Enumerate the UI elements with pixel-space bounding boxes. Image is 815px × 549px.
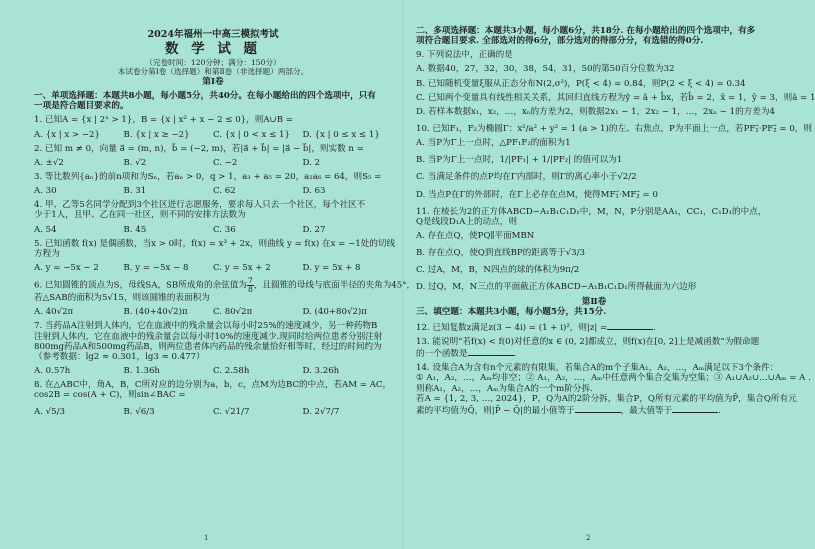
q6-options bbox=[34, 307, 392, 317]
q6-fraction-numerator: 7 bbox=[248, 276, 253, 286]
q14-stem-line1: 14. 设集合A为含有n个元素的有限集，若集合A的m个子集A₁，A₂，…，Aₘ满足以下3个条件： bbox=[416, 363, 779, 374]
q2-options bbox=[34, 158, 392, 168]
q6-option-b: B. (40+40√2)π bbox=[123, 307, 188, 318]
q13-line2: 的一个函数是 . bbox=[416, 349, 517, 360]
q12-answer-blank[interactable] bbox=[607, 321, 653, 330]
q11-option-d: D. 过Q，M，N三点的平面截正方体ABCD−A₁B₁C₁D₁所得截面为六边形 bbox=[416, 282, 697, 293]
q8-option-a: A. √5/3 bbox=[34, 407, 65, 418]
q1-option-d: D. {x | 0 ≤ x ≤ 1} bbox=[302, 129, 380, 140]
q4-options bbox=[34, 225, 392, 235]
exam-title: 2024年福州一中高三模拟考试 bbox=[147, 29, 279, 40]
q9-option-c: C. 已知两个变量具有线性相关关系，其回归直线方程为ŷ = â + b̂x，若b̂ = 2，x̄ = 1，ȳ = 3，则â = 1 bbox=[416, 92, 815, 103]
q11-option-a: A. 存在点Q，使PQ∥平面MBN bbox=[416, 230, 535, 241]
q3-option-b: B. 31 bbox=[123, 186, 147, 197]
q14-stem-line5: 素的平均值为Q̄，则|P̄ − Q̄|的最小值等于 bbox=[416, 405, 575, 416]
roll-1-heading: 第Ⅰ卷 bbox=[202, 77, 224, 88]
q6-stem-line2: 若△SAB的面积为5√15，则该圆锥的表面积为 bbox=[34, 293, 210, 304]
q6-stem-line1 bbox=[34, 276, 416, 294]
q5-option-c: C. y = 5x + 2 bbox=[213, 263, 271, 273]
q8-option-c: C. √21/7 bbox=[213, 407, 250, 418]
q7-stem-line1: 7. 当药品A注射到人体内，它在血液中的残余量会以每小时25%的速度减少，另一种药物B bbox=[34, 321, 378, 332]
q5-option-b: B. y = −5x − 8 bbox=[123, 263, 189, 273]
q6-option-c: C. 80√2π bbox=[213, 307, 253, 318]
q3-option-c: C. 62 bbox=[213, 186, 236, 197]
q9-option-d: D. 若样本数据x₁，x₂，…，xₙ的方差为2，则数据2x₁ − 1，2x₂ − 1，…，2xₙ − 1的方差为4 bbox=[416, 106, 775, 117]
q2-option-c: C. −2 bbox=[213, 157, 238, 168]
q3-options bbox=[34, 186, 392, 196]
q10-option-b: B. 当P为Γ上一点时，1/|PF₁| + 1/|PF₂| 的值可以为1 bbox=[416, 155, 623, 166]
q4-option-c: C. 36 bbox=[213, 224, 236, 235]
page-fold bbox=[402, 0, 403, 549]
q2-option-a: A. ±√2 bbox=[34, 157, 64, 168]
q14-max-answer-blank[interactable] bbox=[672, 404, 718, 413]
right-page bbox=[416, 26, 815, 542]
q7-stem-line3: 800mg药品A和500mg药品B，则两位患者体内药品的残余量恰好相等时，经过的时间约为 bbox=[34, 341, 382, 352]
q3-stem: 3. 等比数列{aₙ}的前n项和为Sₙ，若aₙ > 0，q > 1，a₃ + a₅ = 20，a₂a₆ = 64，则S₅ = bbox=[34, 172, 382, 183]
q11-option-c: C. 过A，M，B，N四点的球的体积为9π/2 bbox=[416, 265, 580, 276]
q4-option-a: A. 54 bbox=[34, 224, 57, 235]
q10-option-c: C. 当满足条件的点P均在Γ内部时，则Γ的离心率小于√2/2 bbox=[416, 172, 637, 183]
q8-stem-line1: 8. 在△ABC中，角A，B，C所对应的边分别为a，b，c，点M为边BC的中点，若AM = AC， bbox=[34, 380, 392, 391]
q1-option-c: C. {x | 0 < x ≤ 1} bbox=[213, 129, 290, 140]
q13-stem-line1: 13. 能说明“若f(x) < f(0)对任意的x ∈ (0, 2]都成立，则f(x)在[0, 2]上是减函数”为假命题 bbox=[416, 336, 760, 347]
q11-option-b: B. 存在点Q，使Q到直线BP的距离等于√3/3 bbox=[416, 248, 585, 259]
q6-option-d: D. (40+80√2)π bbox=[302, 307, 367, 318]
section3-heading: 三、填空题：本题共3小题，每小题5分，共15分. bbox=[416, 306, 607, 317]
q6-stem-part1: 6. 已知圆锥的顶点为S，母线SA，SB所成角的余弦值为 bbox=[34, 280, 247, 291]
q1-options bbox=[34, 130, 392, 140]
q10-option-a: A. 当P为Γ上一点时，△PF₁F₂的面积为1 bbox=[416, 138, 571, 149]
q8-stem-line2: cos2B = cos(A + C)，则sin∠BAC = bbox=[34, 390, 186, 401]
q7-option-c: C. 2.58h bbox=[213, 365, 250, 376]
roll-2-heading: 第Ⅱ卷 bbox=[581, 296, 607, 307]
q7-option-a: A. 0.57h bbox=[34, 365, 71, 376]
exam-notes: 本试卷分第Ⅰ卷（选择题）和第Ⅱ卷（非选择题）两部分。 bbox=[117, 67, 309, 77]
q11-stem-line1: 11. 在棱长为2的正方体ABCD−A₁B₁C₁D₁中，M，N，P分别是AA₁，CC₁，C₁D₁的中点， bbox=[416, 206, 767, 217]
q2-option-b: B. √2 bbox=[123, 157, 147, 168]
section2-line2: 项符合题目要求. 全部选对的得6分，部分选对的得部分分，有选错的得0分. bbox=[416, 36, 704, 47]
q5-option-a: A. y = −5x − 2 bbox=[34, 263, 99, 273]
q6-stem-part2: ，且圆锥的母线与底面半径的夹角为45°， bbox=[253, 280, 416, 291]
q9-option-a: A. 数据40，27，32，30，38，54，31，50的第50百分位数为32 bbox=[416, 64, 675, 75]
q13-stem-line2: 的一个函数是 bbox=[416, 349, 468, 360]
page-number-2: 2 bbox=[586, 533, 591, 542]
q5-stem-line1: 5. 已知函数 f(x) 是偶函数，当x > 0时，f(x) = x³ + 2x，则曲线 y = f(x) 在x = −1处的切线 bbox=[34, 238, 396, 249]
q12-line: 12. 已知复数z满足z(3 − 4i) = (1 + i)²，则|z| = . bbox=[416, 322, 656, 333]
q14-stem-line5b: ，最大值等于 bbox=[620, 405, 673, 416]
q7-stem-line4: （参考数据：lg2 ≈ 0.301，lg3 ≈ 0.477） bbox=[34, 351, 205, 362]
q10-stem: 10. 已知F₁，F₂为椭圆Γ：x²/a² + y² = 1 (a > 1)的左、右焦点，P为平面上一点，若PF₁⃗·PF₂⃗ = 0，则 bbox=[416, 123, 812, 134]
section2-line1: 二、多项选择题：本题共3小题，每小题6分，共18分. 在每小题给出的四个选项中，有多 bbox=[416, 26, 756, 36]
q13-answer-blank[interactable] bbox=[468, 347, 514, 356]
q12-stem: 12. 已知复数z满足z(3 − 4i) = (1 + i)²，则|z| = bbox=[416, 322, 608, 333]
q4-option-b: B. 45 bbox=[123, 224, 147, 235]
q14-min-answer-blank[interactable] bbox=[575, 404, 621, 413]
q5-options bbox=[34, 263, 392, 273]
q10-option-d: D. 当点P在Γ的外部时，在Γ上必存在点M，使得MF₁⃗·MF₂⃗ = 0 bbox=[416, 189, 658, 200]
q7-options bbox=[34, 366, 392, 376]
q7-option-b: B. 1.36h bbox=[123, 365, 160, 376]
q11-stem-line2: Q是线段D₁A上的动点，则 bbox=[416, 216, 517, 227]
section1-line2: 一项是符合题目要求的。 bbox=[34, 101, 129, 112]
q8-option-d: D. 2√7/7 bbox=[302, 407, 340, 418]
q2-stem: 2. 已知 m ≠ 0，向量 a⃗ = (m, n)，b⃗ = (−2, m)，若|a⃗ + b⃗| = |a⃗ − b⃗|，则实数 n = bbox=[34, 143, 364, 154]
exam-subtitle: 数 学 试 题 bbox=[164, 41, 262, 58]
exam-meta: （完卷时间：120分钟；满分：150分） bbox=[145, 58, 281, 68]
q5-option-d: D. y = 5x + 8 bbox=[302, 263, 361, 273]
q5-stem-line2: 方程为 bbox=[34, 248, 60, 259]
q4-stem-line2: 少于1人，且甲、乙在同一社区，则不同的安排方法数为 bbox=[34, 210, 246, 221]
q2-option-d: D. 2 bbox=[302, 157, 321, 168]
q1-option-b: B. {x | x ≥ −2} bbox=[123, 129, 190, 140]
q9-stem: 9. 下列说法中，正确的是 bbox=[416, 50, 513, 61]
q14-stem-line2: ① A₁，A₂，…，Aₘ均非空；② A₁，A₂，…，Aₘ中任意两个集合交集为空集；③ A₁∪A₂∪…∪Aₘ = A . bbox=[416, 373, 811, 384]
page-number-1: 1 bbox=[204, 533, 209, 542]
q1-option-a: A. {x | x > −2} bbox=[34, 129, 100, 140]
q1-stem: 1. 已知A = {x | 2ˣ > 1}，B = {x | x² + x − 2 ≤ 0}，则A∪B = bbox=[34, 115, 293, 126]
section1-line1: 一、单项选择题：本题共8小题，每小题5分，共40分。在每小题给出的四个选项中，只有 bbox=[34, 91, 376, 102]
q4-stem-line1: 4. 甲、乙等5名同学分配到3个社区进行志愿服务，要求每人只去一个社区，每个社区不 bbox=[34, 200, 366, 211]
q6-option-a: A. 40√2π bbox=[34, 307, 74, 318]
q9-option-b: B. 已知随机变量ξ服从正态分布N(2,σ²)，P(ξ < 4) = 0.84，则P(2 < ξ < 4) = 0.34 bbox=[416, 78, 746, 89]
q8-options bbox=[34, 407, 392, 417]
q14-stem-line3: 则称A₁，A₂，…，Aₘ为集合A的一个m阶分拆. bbox=[416, 383, 593, 394]
q3-option-d: D. 63 bbox=[302, 186, 326, 197]
q6-fraction-denominator: 8 bbox=[248, 284, 253, 294]
q8-option-b: B. √6/3 bbox=[123, 407, 155, 418]
q14-line5: 素的平均值为Q̄，则|P̄ − Q̄|的最小值等于 ，最大值等于 . bbox=[416, 405, 721, 416]
q4-option-d: D. 27 bbox=[302, 224, 326, 235]
q7-option-d: D. 3.26h bbox=[302, 365, 340, 376]
q7-stem-line2: 注射到人体内，它在血液中的残余量会以每小时10%的速度减少.现同时给两位患者分别注射 bbox=[34, 331, 383, 342]
q6-fraction bbox=[247, 277, 254, 293]
left-page bbox=[34, 26, 416, 542]
q14-stem-line4: 若A = {1, 2, 3, …, 2024}，P，Q为A的2阶分拆，集合P，Q所有元素的平均值为P̄，集合Q所有元 bbox=[416, 393, 797, 404]
q3-option-a: A. 30 bbox=[34, 186, 57, 197]
